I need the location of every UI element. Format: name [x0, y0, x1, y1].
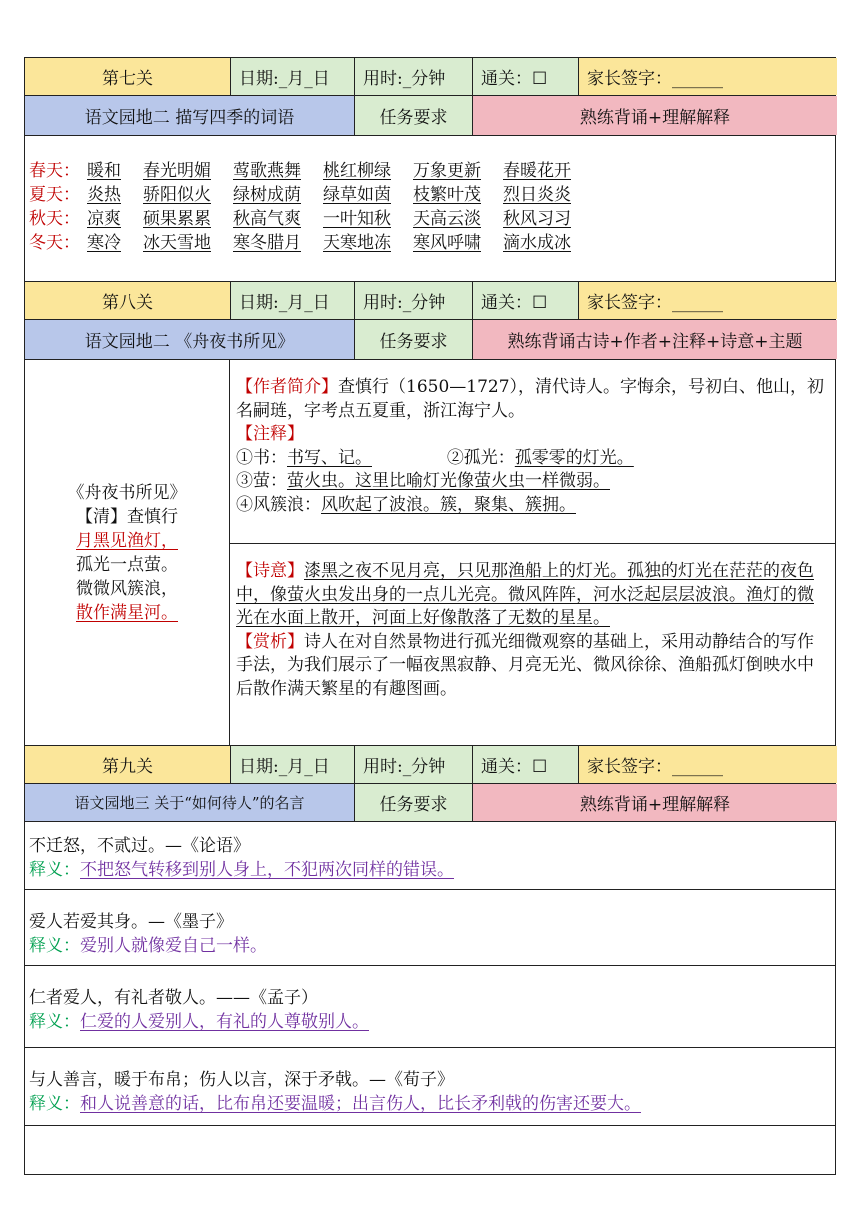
quote-meaning: 不把怒气转移到别人身上，不犯两次同样的错误。: [80, 860, 454, 880]
poem-author: 【清】查慎行: [76, 506, 178, 527]
author-intro: [236, 376, 829, 423]
level7-header-row: [25, 58, 835, 96]
quote-text: 仁者爱人，有礼者敬人。——《孟子）: [29, 988, 318, 1008]
season-word: 秋高气爽: [233, 209, 301, 229]
time-field[interactable]: 用时:_分钟: [355, 282, 473, 319]
note-term: ②孤光：: [446, 447, 515, 468]
date-field[interactable]: 日期:_月_日: [231, 746, 355, 783]
season-word: 天寒地冻: [323, 233, 391, 253]
poem-section: [25, 360, 835, 746]
task-requirement: 熟练背诵+理解解释: [473, 784, 837, 821]
season-word: 寒风呼啸: [413, 233, 481, 253]
quote-meaning-label: 释义：: [29, 1094, 80, 1114]
note-def: 萤火虫。这里比喻灯光像萤火虫一样微弱。: [287, 471, 610, 491]
season-word: 冰天雪地: [143, 233, 211, 253]
quote-text: 与人善言，暖于布帛；伤人以言，深于矛戟。—《荀子》: [29, 1070, 454, 1090]
topic-title: 语文园地二 《舟夜书所见》: [25, 320, 355, 359]
level9-header-row: [25, 746, 835, 784]
season-word: 烈日炎炎: [503, 185, 571, 205]
notes-row: [236, 470, 829, 494]
quote-meaning-label: 释义：: [29, 1012, 80, 1032]
note-def: 风吹起了波浪。簇，聚集、簇拥。: [321, 494, 576, 515]
season-word: 硕果累累: [143, 209, 211, 229]
pass-checkbox[interactable]: 通关：☐: [473, 746, 579, 783]
notes-label: 【注释】: [236, 424, 304, 444]
meaning-text: 漆黑之夜不见月亮，只见那渔船上的灯光。孤独的灯光在茫茫的夜色中，像萤火虫发出身的一点儿光亮。微风阵阵，河水泛起层层波浪。渔灯的微光在水面上散开，河面上好像散落了无数的星星。: [236, 561, 814, 628]
season-label: 秋天：: [29, 209, 80, 229]
season-word: 寒冷: [87, 233, 121, 253]
quote-meaning: 和人说善意的话，比布帛还要温暖；出言伤人，比长矛利戟的伤害还要大。: [80, 1094, 641, 1114]
season-row: [29, 207, 835, 231]
poem-title: 《舟夜书所见》: [67, 482, 187, 503]
quote: [25, 822, 835, 882]
quote-meaning-label: 释义：: [29, 936, 80, 956]
task-requirement: 熟练背诵+理解解释: [473, 96, 837, 135]
season-word: 莺歌燕舞: [233, 161, 301, 181]
level-title: 第八关: [25, 282, 231, 319]
poem-appreciation: [236, 631, 829, 702]
task-requirement: 熟练背诵古诗+作者+注释+诗意+主题: [473, 320, 837, 359]
pass-checkbox[interactable]: 通关：☐: [473, 282, 579, 319]
seasons-list: [25, 136, 835, 255]
poem-line: 月黑见渔灯，: [76, 530, 178, 551]
season-row: [29, 183, 835, 207]
meaning-pane: [230, 544, 835, 746]
quote-meaning: 爱别人就像爱自己一样。: [80, 936, 267, 956]
season-label: 冬天：: [29, 233, 80, 253]
season-word: 滴水成冰: [503, 233, 571, 253]
level-title: 第九关: [25, 746, 231, 783]
season-word: 凉爽: [87, 209, 121, 229]
topic-title: 语文园地三 关于“如何待人”的名言: [25, 784, 355, 821]
quote-block: [25, 966, 835, 1048]
level8-task-row: [25, 320, 835, 360]
season-word: 天高云淡: [413, 209, 481, 229]
season-word: 枝繁叶茂: [413, 185, 481, 205]
season-word: 桃红柳绿: [323, 161, 391, 181]
level9-task-row: [25, 784, 835, 822]
season-word: 绿草如茵: [323, 185, 391, 205]
topic-title: 语文园地二 描写四季的词语: [25, 96, 355, 135]
quote-meaning: 仁爱的人爱别人，有礼的人尊敬别人。: [80, 1012, 369, 1032]
author-text: 查慎行（1650—1727），清代诗人。字悔余，号初白、他山，初名嗣琏，字考点五夏重，浙江海宁人。: [236, 377, 825, 421]
season-word: 秋风习习: [503, 209, 571, 229]
note-def: 孤零零的灯光。: [514, 447, 634, 468]
season-word: 春暖花开: [503, 161, 571, 181]
quote-block: [25, 822, 835, 890]
time-field[interactable]: 用时:_分钟: [355, 58, 473, 95]
level-title: 第七关: [25, 58, 231, 95]
meaning-label: 【诗意】: [236, 561, 304, 581]
season-word: 春光明媚: [143, 161, 211, 181]
note-def: 书写、记。: [287, 447, 372, 468]
poem-meaning: [236, 560, 829, 631]
season-word: 暖和: [87, 161, 121, 181]
level8-header-row: [25, 282, 835, 320]
poem-text: [25, 360, 230, 745]
task-label: 任务要求: [355, 96, 473, 135]
note-term: ③萤：: [236, 471, 287, 491]
quote-block: [25, 890, 835, 966]
season-word: 寒冬腊月: [233, 233, 301, 253]
quote: [25, 890, 835, 958]
date-field[interactable]: 日期:_月_日: [231, 282, 355, 319]
task-label: 任务要求: [355, 784, 473, 821]
season-word: 骄阳似火: [143, 185, 211, 205]
quote-text: 不迁怒，不贰过。—《论语》: [29, 836, 250, 856]
author-notes-pane: [230, 360, 835, 544]
worksheet: [24, 57, 836, 1175]
appreciation-text: 诗人在对自然景物进行孤光细微观察的基础上，采用动静结合的写作手法，为我们展示了一幅夜黑寂静、月亮无光、微风徐徐、渔船孤灯倒映水中后散作满天繁星的有趣图画。: [236, 631, 814, 699]
season-row: [29, 159, 835, 183]
poem-line: 散作满星河。: [76, 602, 178, 623]
season-label: 春天：: [29, 161, 80, 181]
quote-block: [25, 1048, 835, 1126]
season-row: [29, 231, 835, 255]
quote: [25, 1048, 835, 1116]
notes-row: [236, 447, 829, 471]
parent-signature-field[interactable]: 家长签字：______: [579, 282, 837, 319]
time-field[interactable]: 用时:_分钟: [355, 746, 473, 783]
season-word: 炎热: [87, 185, 121, 205]
notes-row: [236, 494, 829, 518]
task-label: 任务要求: [355, 320, 473, 359]
appreciation-label: 【赏析】: [236, 631, 304, 652]
author-label: 【作者简介】: [236, 377, 338, 397]
season-word: 绿树成荫: [233, 185, 301, 205]
pass-checkbox[interactable]: 通关：☐: [473, 58, 579, 95]
season-word: 一叶知秋: [323, 209, 391, 229]
parent-signature-field[interactable]: 家长签字：______: [579, 746, 837, 783]
quote: [25, 966, 835, 1034]
season-word: 万象更新: [413, 161, 481, 181]
parent-signature-field[interactable]: 家长签字：______: [579, 58, 837, 95]
blank-row: [25, 1126, 835, 1174]
seasons-section: [25, 136, 835, 282]
poem-line: 微微风簇浪，: [76, 578, 178, 599]
note-term: ④风簇浪：: [236, 494, 321, 515]
level7-task-row: [25, 96, 835, 136]
note-term: ①书：: [236, 447, 287, 468]
poem-line: 孤光一点萤。: [76, 554, 178, 575]
date-field[interactable]: 日期:_月_日: [231, 58, 355, 95]
quote-text: 爱人若爱其身。—《墨子》: [29, 912, 233, 932]
season-label: 夏天：: [29, 185, 80, 205]
quote-meaning-label: 释义：: [29, 860, 80, 880]
